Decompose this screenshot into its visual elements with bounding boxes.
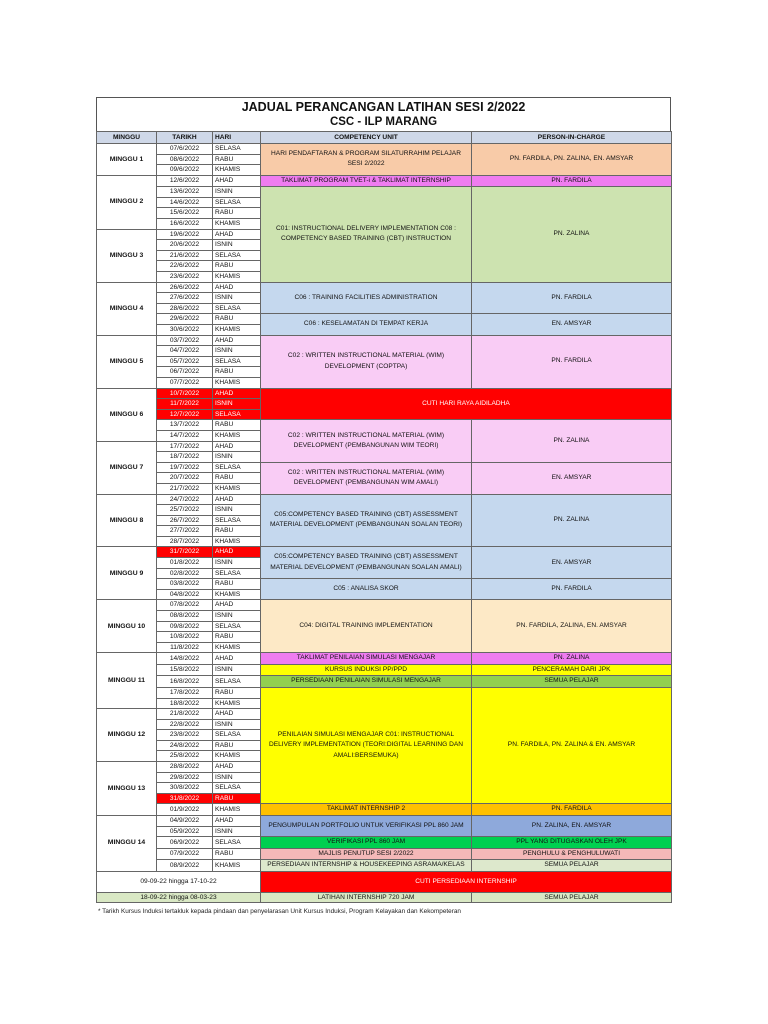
date-cell: 13/6/2022 xyxy=(157,187,213,198)
day-cell: ISNIN xyxy=(213,826,261,837)
day-cell: KHAMIS xyxy=(213,536,261,547)
date-cell: 26/6/2022 xyxy=(157,282,213,293)
day-cell: AHAD xyxy=(213,282,261,293)
date-cell: 08/8/2022 xyxy=(157,611,213,622)
competency-unit-cell: PERSEDIAAN PENILAIAN SIMULASI MENGAJAR xyxy=(261,676,472,688)
day-cell: SELASA xyxy=(213,303,261,314)
table-row xyxy=(97,547,672,558)
date-cell: 31/7/2022 xyxy=(157,547,213,558)
header-unit: COMPETENCY UNIT xyxy=(261,132,472,144)
date-range-cell: 09-09-22 hingga 17-10-22 xyxy=(97,871,261,892)
date-cell: 18/7/2022 xyxy=(157,452,213,463)
date-cell: 19/7/2022 xyxy=(157,462,213,473)
person-in-charge-cell: PN. ZALINA, EN. AMSYAR xyxy=(472,815,672,836)
competency-unit-cell: C05:COMPETENCY BASED TRAINING (CBT) ASSESSMENT MATERIAL DEVELOPMENT (PEMBANGUNAN SOALAN TEORI) xyxy=(261,494,472,547)
date-cell: 03/7/2022 xyxy=(157,335,213,346)
date-cell: 21/6/2022 xyxy=(157,250,213,261)
day-cell: RABU xyxy=(213,740,261,751)
date-cell: 29/8/2022 xyxy=(157,772,213,783)
day-cell: ISNIN xyxy=(213,772,261,783)
day-cell: KHAMIS xyxy=(213,325,261,336)
week-label: MINGGU 4 xyxy=(97,282,157,335)
day-cell: RABU xyxy=(213,473,261,484)
date-cell: 11/7/2022 xyxy=(157,399,213,410)
table-row xyxy=(97,175,672,187)
date-cell: 14/6/2022 xyxy=(157,197,213,208)
day-cell: SELASA xyxy=(213,730,261,741)
day-cell: KHAMIS xyxy=(213,698,261,709)
day-cell: AHAD xyxy=(213,600,261,611)
day-cell: SELASA xyxy=(213,356,261,367)
day-cell: ISNIN xyxy=(213,187,261,198)
competency-unit-cell: C05 : ANALISA SKOR xyxy=(261,579,472,600)
day-cell: ISNIN xyxy=(213,719,261,730)
day-cell: ISNIN xyxy=(213,664,261,676)
table-row xyxy=(97,388,672,399)
date-cell: 23/6/2022 xyxy=(157,272,213,283)
date-cell: 17/7/2022 xyxy=(157,441,213,452)
date-cell: 27/6/2022 xyxy=(157,293,213,304)
date-cell: 25/7/2022 xyxy=(157,505,213,516)
table-row xyxy=(97,420,672,431)
date-cell: 24/8/2022 xyxy=(157,740,213,751)
day-cell: KHAMIS xyxy=(213,751,261,762)
table-row xyxy=(97,314,672,325)
person-in-charge-cell: PPL YANG DITUGASKAN OLEH JPK xyxy=(472,837,672,849)
day-cell: KHAMIS xyxy=(213,483,261,494)
date-cell: 04/8/2022 xyxy=(157,589,213,600)
competency-unit-cell: C05:COMPETENCY BASED TRAINING (CBT) ASSESSMENT MATERIAL DEVELOPMENT (PEMBANGUNAN SOALAN AMALI) xyxy=(261,547,472,579)
date-cell: 11/8/2022 xyxy=(157,642,213,653)
person-in-charge-cell: PN. FARDILA, PN. ZALINA & EN. AMSYAR xyxy=(472,687,672,804)
person-in-charge-cell: PENCERAMAH DARI JPK xyxy=(472,664,672,676)
date-cell: 20/7/2022 xyxy=(157,473,213,484)
competency-unit-cell: C06 : TRAINING FACILITIES ADMINISTRATION xyxy=(261,282,472,314)
title-block xyxy=(96,97,671,131)
date-cell: 04/7/2022 xyxy=(157,346,213,357)
table-row xyxy=(97,144,672,155)
person-in-charge-cell: PN. FARDILA xyxy=(472,579,672,600)
day-cell: AHAD xyxy=(213,388,261,399)
competency-unit-cell: TAKLIMAT PROGRAM TVET-i & TAKLIMAT INTERNSHIP xyxy=(261,175,472,187)
day-cell: RABU xyxy=(213,261,261,272)
person-in-charge-cell: EN. AMSYAR xyxy=(472,547,672,579)
day-cell: RABU xyxy=(213,579,261,590)
footer-unit-cell: LATIHAN INTERNSHIP 720 JAM xyxy=(261,892,472,903)
day-cell: RABU xyxy=(213,314,261,325)
date-cell: 22/6/2022 xyxy=(157,261,213,272)
schedule-sheet xyxy=(96,97,671,903)
table-row xyxy=(97,187,672,198)
week-label: MINGGU 13 xyxy=(97,762,157,816)
footer-pic-cell: SEMUA PELAJAR xyxy=(472,892,672,903)
week-label: MINGGU 9 xyxy=(97,547,157,600)
date-cell: 03/8/2022 xyxy=(157,579,213,590)
date-cell: 02/8/2022 xyxy=(157,568,213,579)
competency-unit-cell: C02 : WRITTEN INSTRUCTIONAL MATERIAL (WIM) DEVELOPMENT (PEMBANGUNAN WIM TEORI) xyxy=(261,420,472,462)
date-cell: 28/8/2022 xyxy=(157,762,213,773)
date-cell: 20/6/2022 xyxy=(157,240,213,251)
footnote: * Tarikh Kursus Induksi tertakluk kepada pindaan dan penyelarasan Unit Kursus Induksi, Program Kelayakan dan Kekompeteran xyxy=(98,908,461,915)
date-cell: 08/6/2022 xyxy=(157,154,213,165)
competency-unit-cell: C02 : WRITTEN INSTRUCTIONAL MATERIAL (WIM) DEVELOPMENT (COPTPA) xyxy=(261,335,472,388)
date-cell: 21/8/2022 xyxy=(157,709,213,720)
document-title: JADUAL PERANCANGAN LATIHAN SESI 2/2022 xyxy=(241,100,526,114)
day-cell: SELASA xyxy=(213,144,261,155)
day-cell: KHAMIS xyxy=(213,430,261,441)
day-cell: KHAMIS xyxy=(213,272,261,283)
date-cell: 30/6/2022 xyxy=(157,325,213,336)
date-cell: 28/7/2022 xyxy=(157,536,213,547)
date-cell: 27/7/2022 xyxy=(157,526,213,537)
date-range-cell: 18-09-22 hingga 08-03-23 xyxy=(97,892,261,903)
day-cell: RABU xyxy=(213,793,261,804)
date-cell: 21/7/2022 xyxy=(157,483,213,494)
day-cell: KHAMIS xyxy=(213,377,261,388)
date-cell: 05/7/2022 xyxy=(157,356,213,367)
competency-unit-cell: C04: DIGITAL TRAINING IMPLEMENTATION xyxy=(261,600,472,653)
date-cell: 19/6/2022 xyxy=(157,229,213,240)
date-cell: 16/6/2022 xyxy=(157,219,213,230)
date-cell: 25/8/2022 xyxy=(157,751,213,762)
day-cell: AHAD xyxy=(213,762,261,773)
table-row xyxy=(97,676,672,688)
day-cell: SELASA xyxy=(213,783,261,794)
header-pic: PERSON-IN-CHARGE xyxy=(472,132,672,144)
date-cell: 13/7/2022 xyxy=(157,420,213,431)
date-cell: 31/8/2022 xyxy=(157,793,213,804)
header-day: HARI xyxy=(213,132,261,144)
date-cell: 12/6/2022 xyxy=(157,175,213,187)
person-in-charge-cell: PN. FARDILA xyxy=(472,335,672,388)
table-row xyxy=(97,837,672,849)
day-cell: ISNIN xyxy=(213,346,261,357)
date-cell: 06/9/2022 xyxy=(157,837,213,849)
date-cell: 08/9/2022 xyxy=(157,860,213,872)
week-label: MINGGU 5 xyxy=(97,335,157,388)
person-in-charge-cell: PN. FARDILA xyxy=(472,804,672,816)
day-cell: SELASA xyxy=(213,250,261,261)
table-row xyxy=(97,848,672,860)
person-in-charge-cell: PENGHULU & PENGHULUWATI xyxy=(472,848,672,860)
table-row xyxy=(97,860,672,872)
day-cell: AHAD xyxy=(213,335,261,346)
day-cell: AHAD xyxy=(213,653,261,665)
competency-unit-cell: PERSEDIAAN INTERNSHIP & HOUSEKEEPING ASRAMA/KELAS xyxy=(261,860,472,872)
date-cell: 18/8/2022 xyxy=(157,698,213,709)
table-row xyxy=(97,494,672,505)
day-cell: KHAMIS xyxy=(213,860,261,872)
date-cell: 07/8/2022 xyxy=(157,600,213,611)
date-cell: 15/8/2022 xyxy=(157,664,213,676)
table-row xyxy=(97,653,672,665)
table-row xyxy=(97,664,672,676)
day-cell: KHAMIS xyxy=(213,165,261,176)
day-cell: KHAMIS xyxy=(213,804,261,816)
date-cell: 24/7/2022 xyxy=(157,494,213,505)
competency-unit-cell: C02 : WRITTEN INSTRUCTIONAL MATERIAL (WIM) DEVELOPMENT (PEMBANGUNAN WIM AMALI) xyxy=(261,462,472,494)
competency-unit-cell: HARI PENDAFTARAN & PROGRAM SILATURRAHIM PELAJAR SESI 2/2022 xyxy=(261,144,472,176)
date-cell: 01/8/2022 xyxy=(157,558,213,569)
day-cell: AHAD xyxy=(213,815,261,826)
day-cell: KHAMIS xyxy=(213,589,261,600)
day-cell: RABU xyxy=(213,632,261,643)
date-cell: 28/6/2022 xyxy=(157,303,213,314)
footer-row xyxy=(97,892,672,903)
person-in-charge-cell: SEMUA PELAJAR xyxy=(472,676,672,688)
date-cell: 16/8/2022 xyxy=(157,676,213,688)
header-date: TARIKH xyxy=(157,132,213,144)
date-cell: 10/7/2022 xyxy=(157,388,213,399)
date-cell: 22/8/2022 xyxy=(157,719,213,730)
table-header-row xyxy=(97,132,672,144)
day-cell: ISNIN xyxy=(213,558,261,569)
week-label: MINGGU 8 xyxy=(97,494,157,547)
table-row xyxy=(97,579,672,590)
competency-unit-cell: C01: INSTRUCTIONAL DELIVERY IMPLEMENTATION C08 : COMPETENCY BASED TRAINING (CBT) INSTRUCTION xyxy=(261,187,472,282)
footer-row xyxy=(97,871,672,892)
day-cell: AHAD xyxy=(213,229,261,240)
date-cell: 06/7/2022 xyxy=(157,367,213,378)
date-cell: 07/9/2022 xyxy=(157,848,213,860)
day-cell: RABU xyxy=(213,154,261,165)
day-cell: SELASA xyxy=(213,837,261,849)
date-cell: 30/8/2022 xyxy=(157,783,213,794)
day-cell: SELASA xyxy=(213,568,261,579)
table-row xyxy=(97,687,672,698)
table-row xyxy=(97,815,672,826)
date-cell: 10/8/2022 xyxy=(157,632,213,643)
day-cell: RABU xyxy=(213,367,261,378)
header-week: MINGGU xyxy=(97,132,157,144)
day-cell: AHAD xyxy=(213,547,261,558)
table-row xyxy=(97,335,672,346)
day-cell: SELASA xyxy=(213,515,261,526)
day-cell: SELASA xyxy=(213,621,261,632)
competency-unit-cell: TAKLIMAT INTERNSHIP 2 xyxy=(261,804,472,816)
week-label: MINGGU 14 xyxy=(97,815,157,871)
competency-unit-cell: PENGUMPULAN PORTFOLIO UNTUK VERIFIKASI PPL 860 JAM xyxy=(261,815,472,836)
table-row xyxy=(97,600,672,611)
person-in-charge-cell: EN. AMSYAR xyxy=(472,462,672,494)
person-in-charge-cell: PN. FARDILA xyxy=(472,282,672,314)
day-cell: ISNIN xyxy=(213,293,261,304)
table-row xyxy=(97,282,672,293)
person-in-charge-cell: PN. FARDILA, PN. ZALINA, EN. AMSYAR xyxy=(472,144,672,176)
date-cell: 14/8/2022 xyxy=(157,653,213,665)
person-in-charge-cell: PN. ZALINA xyxy=(472,653,672,665)
competency-unit-cell: PENILAIAN SIMULASI MENGAJAR C01: INSTRUCTIONAL DELIVERY IMPLEMENTATION (TEORI:DIGITAL LEARNING DAN AMALI:BERSEMUKA) xyxy=(261,687,472,804)
week-label: MINGGU 11 xyxy=(97,653,157,709)
person-in-charge-cell: PN. FARDILA, ZALINA, EN. AMSYAR xyxy=(472,600,672,653)
week-label: MINGGU 10 xyxy=(97,600,157,653)
competency-unit-cell: TAKLIMAT PENILAIAN SIMULASI MENGAJAR xyxy=(261,653,472,665)
date-cell: 15/6/2022 xyxy=(157,208,213,219)
competency-unit-cell: C06 : KESELAMATAN DI TEMPAT KERJA xyxy=(261,314,472,335)
person-in-charge-cell: PN. FARDILA xyxy=(472,175,672,187)
footer-unit-cell: CUTI PERSEDIAAN INTERNSHIP xyxy=(261,871,672,892)
person-in-charge-cell: EN. AMSYAR xyxy=(472,314,672,335)
day-cell: RABU xyxy=(213,526,261,537)
day-cell: SELASA xyxy=(213,676,261,688)
date-cell: 12/7/2022 xyxy=(157,409,213,420)
person-in-charge-cell: SEMUA PELAJAR xyxy=(472,860,672,872)
day-cell: ISNIN xyxy=(213,240,261,251)
date-cell: 07/7/2022 xyxy=(157,377,213,388)
day-cell: AHAD xyxy=(213,175,261,187)
week-label: MINGGU 6 xyxy=(97,388,157,441)
day-cell: ISNIN xyxy=(213,452,261,463)
day-cell: KHAMIS xyxy=(213,642,261,653)
document-subtitle: CSC - ILP MARANG xyxy=(329,116,438,128)
date-cell: 09/8/2022 xyxy=(157,621,213,632)
day-cell: RABU xyxy=(213,687,261,698)
person-in-charge-cell: PN. ZALINA xyxy=(472,420,672,462)
day-cell: SELASA xyxy=(213,462,261,473)
week-label: MINGGU 2 xyxy=(97,175,157,229)
date-cell: 14/7/2022 xyxy=(157,430,213,441)
date-cell: 09/6/2022 xyxy=(157,165,213,176)
person-in-charge-cell: PN. ZALINA xyxy=(472,494,672,547)
table-row xyxy=(97,462,672,473)
date-cell: 05/9/2022 xyxy=(157,826,213,837)
week-label: MINGGU 3 xyxy=(97,229,157,282)
week-label: MINGGU 1 xyxy=(97,144,157,176)
week-label: MINGGU 7 xyxy=(97,441,157,494)
day-cell: AHAD xyxy=(213,441,261,452)
competency-unit-cell: VERIFIKASI PPL 860 JAM xyxy=(261,837,472,849)
day-cell: RABU xyxy=(213,848,261,860)
schedule-table xyxy=(96,131,672,903)
day-cell: AHAD xyxy=(213,709,261,720)
date-cell: 07/6/2022 xyxy=(157,144,213,155)
competency-unit-cell: KURSUS INDUKSI PP/PPD xyxy=(261,664,472,676)
date-cell: 01/9/2022 xyxy=(157,804,213,816)
day-cell: SELASA xyxy=(213,409,261,420)
day-cell: KHAMIS xyxy=(213,219,261,230)
day-cell: ISNIN xyxy=(213,505,261,516)
week-label: MINGGU 12 xyxy=(97,709,157,762)
day-cell: RABU xyxy=(213,208,261,219)
date-cell: 17/8/2022 xyxy=(157,687,213,698)
date-cell: 29/6/2022 xyxy=(157,314,213,325)
day-cell: SELASA xyxy=(213,197,261,208)
competency-unit-cell: CUTI HARI RAYA AIDILADHA xyxy=(261,388,672,420)
day-cell: RABU xyxy=(213,420,261,431)
table-row xyxy=(97,804,672,816)
day-cell: ISNIN xyxy=(213,399,261,410)
date-cell: 04/9/2022 xyxy=(157,815,213,826)
person-in-charge-cell: PN. ZALINA xyxy=(472,187,672,282)
date-cell: 26/7/2022 xyxy=(157,515,213,526)
date-cell: 23/8/2022 xyxy=(157,730,213,741)
day-cell: ISNIN xyxy=(213,611,261,622)
day-cell: AHAD xyxy=(213,494,261,505)
competency-unit-cell: MAJLIS PENUTUP SESI 2/2022 xyxy=(261,848,472,860)
